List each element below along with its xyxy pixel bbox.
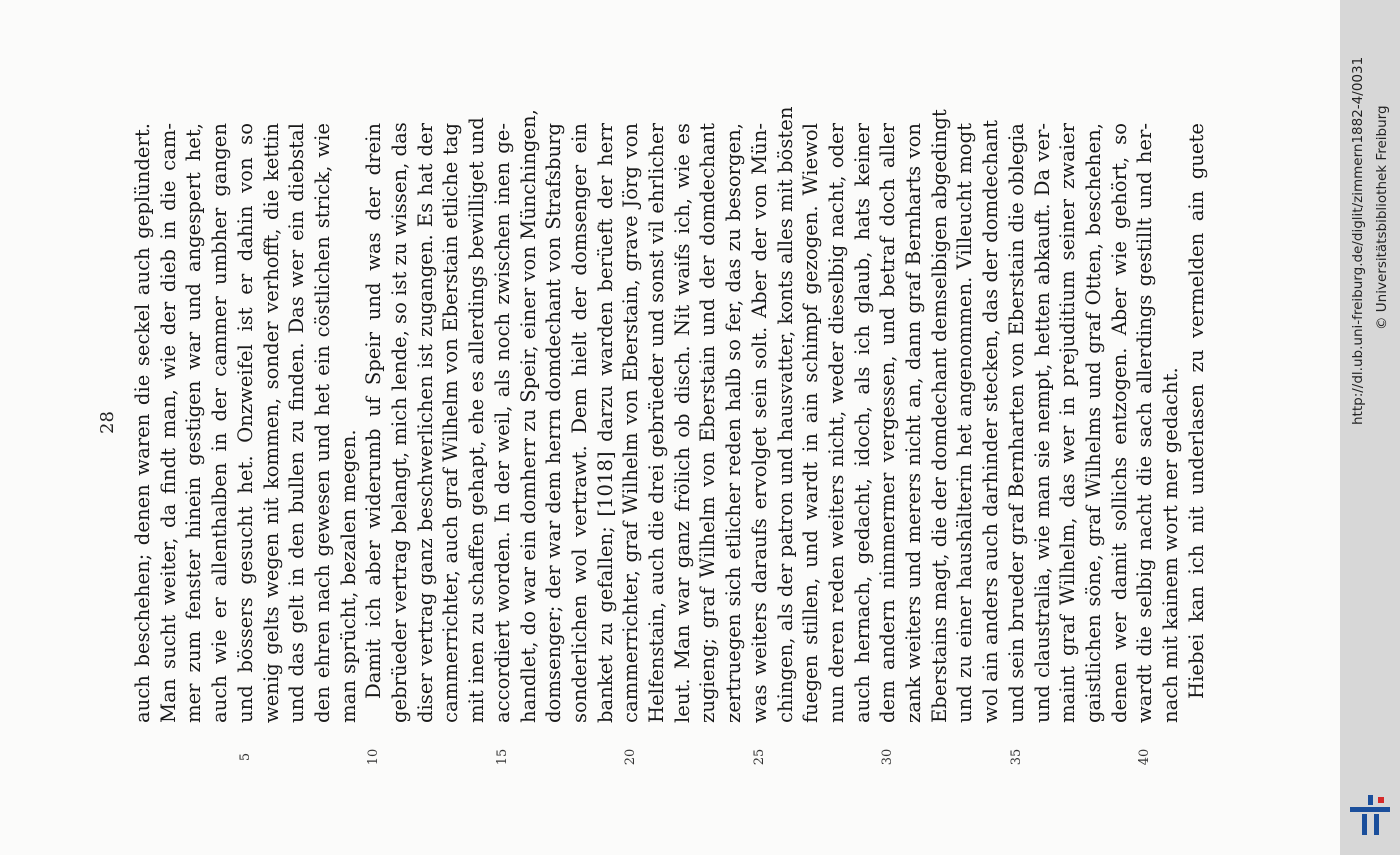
text-line: auch beschehen; denen waren die seckel auch geplündert. (131, 123, 154, 723)
line-number: 20 (623, 748, 639, 766)
text-line: cammerrichter, graf Wilhelm von Eberstain, grave Jörg von (619, 123, 643, 723)
line-number: 30 (880, 748, 896, 766)
text-line: Man sucht weiter, da findt man, wie der dieb in die cam- (156, 123, 180, 723)
text-line: wol ain anders auch darhinder stecken, das der domdechant (979, 119, 1003, 723)
text-line: mit inen zu schaffen gehapt, ehe es allerdings bewilliget und (465, 117, 489, 723)
text-line: denen wer damit sollichs entzogen. Aber wie gehört, so (1107, 123, 1131, 723)
text-line: und bössers gesucht het. Onzweifel ist er dahin von so (233, 123, 257, 723)
text-line: nach mit kainem wort mer gedacht. (1159, 367, 1182, 723)
text-line: und claustralia, wie man sie nempt, hetten abkauft. Da ver- (1030, 123, 1054, 723)
ub-freiburg-logo-icon (1348, 793, 1392, 837)
text-line: auch hernach, gedacht, idoch, als ich glaub, hats keiner (850, 123, 874, 723)
text-line: zank weiters und merers nicht an, dann graf Bernharts von (902, 123, 925, 723)
text-line: Helfenstain, auch die drei gebrüeder und sonst vil ehrlicher (645, 123, 668, 723)
text-line: zertruegen sich etlicher reden halb so fer, das zu besorgen, (722, 123, 746, 723)
text-line: auch wie er allenthalben in der cammer umbher gangen (208, 123, 232, 723)
text-line: und sein brueder graf Bernharten von Eberstain die oblegia (1004, 123, 1028, 723)
text-line: domsenger; der war dem herrn domdechant von Strafsburg (542, 123, 566, 723)
text-line: dem andern nimmermer vergessen, und betraf doch aller (876, 123, 900, 723)
text-line: man sprücht, bezalen megen. (336, 429, 360, 723)
text-line: diser vertrag ganz beschwerlichen ist zugangen. Es hat der (413, 123, 437, 723)
text-line: Hiebei kan ich nit underlasen zu vermelden ain guete (1184, 123, 1208, 699)
page-number: 28 (96, 411, 118, 434)
text-line: gaistlichen söne, graf Wilhelms und graf Otten, beschehen, (1081, 123, 1105, 723)
text-line: nun deren reden weiters nicht, weder dieselbig nacht, oder (824, 123, 848, 723)
text-line: wardt die selbig nacht die sach allerdings gestillt und her- (1133, 123, 1157, 723)
line-number: 40 (1137, 748, 1153, 766)
text-line: mer zum fenster hinein gestigen war und angespert het, (182, 123, 206, 723)
text-line: Damit ich aber widerumb uf Speir und was der drein (362, 123, 386, 699)
text-line: gebrüeder vertrag belangt, mich lende, so ist zu wissen, das (388, 122, 411, 723)
text-line: cammerrichter, auch graf Wilhelm von Eberstain etliche tag (439, 123, 463, 723)
line-number: 15 (494, 748, 510, 766)
text-line: Eberstains magt, die der domdechant demselbigen abgedingt (927, 109, 951, 723)
text-line: und zu einer haushälterin het angenommen. Villeucht mogt (953, 123, 977, 723)
text-line: zugieng; graf Wilhelm von Eberstain und der domdechant (696, 123, 720, 723)
text-line: den ehren nach gewesen und het ein cöstlichen strick, wie (310, 123, 334, 723)
line-number: 35 (1008, 748, 1024, 766)
text-line: handlet, do war ein domherr zu Speir, einer von Münchingen, (516, 109, 540, 723)
text-line: banket zu gefallen; [1018] darzu warden berüeft der herr (593, 123, 617, 723)
text-line: wenig gelts wegen nit kommen, sonder verhofft, die kettin (259, 123, 283, 723)
source-url[interactable]: http://dl.ub.uni-freiburg.de/diglit/zimmern1882-4/0031 (1350, 56, 1366, 425)
text-line: und das gelt in den bullen zu finden. Das wer ein diebstal (285, 123, 309, 723)
text-line: accordiert worden. In der weil, als noch zwischen inen ge- (490, 123, 514, 723)
text-block (130, 103, 1230, 766)
library-sidebar (1340, 0, 1400, 855)
copyright-notice: © Universitätsbibliothek Freiburg (1374, 105, 1390, 330)
line-number: 25 (751, 748, 767, 766)
text-line: was weiters daraufs ervolget sein solt. Aber der von Mün- (747, 123, 771, 723)
text-line: maint graf Wilhelm, das wer in prejuditium seiner zwaier (1056, 123, 1080, 723)
text-line: fuegen stillen, und wardt in ain schimpf gezogen. Wiewol (799, 123, 823, 723)
text-line: leut. Man war ganz frölich ob disch. Nit waifs ich, wie es (670, 123, 694, 723)
line-number: 10 (366, 748, 382, 766)
line-number: 5 (237, 752, 253, 762)
text-line: chingen, als der patron und hausvatter, konts alles mit bösten (773, 106, 797, 723)
text-line: sonderlichen wol vertrawt. Dem hielt der domsenger ein (567, 123, 591, 723)
